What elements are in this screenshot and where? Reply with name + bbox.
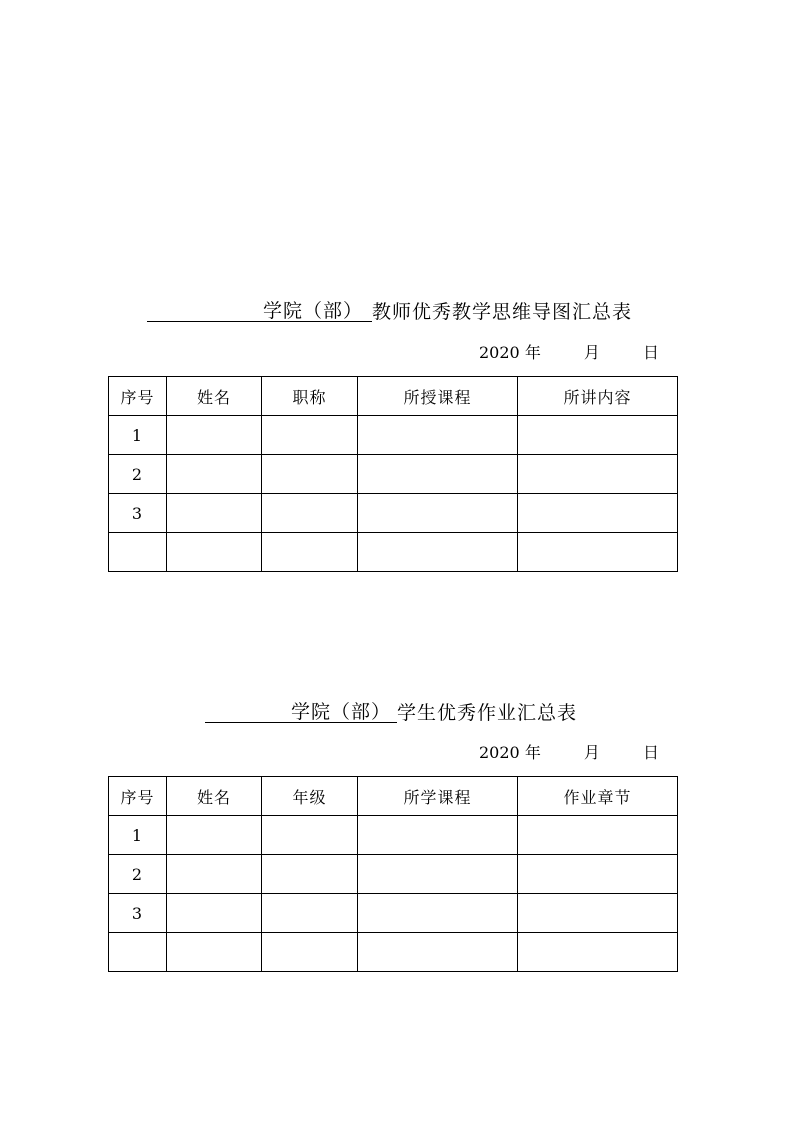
table2-title [205, 701, 577, 725]
table2-title-unit: 学院（部） [291, 701, 392, 723]
table2-row-number: 1 [109, 816, 167, 855]
table1-date-year: 2020 [479, 343, 520, 362]
table1-cell-name[interactable] [167, 416, 262, 455]
table2-cell-grade[interactable] [262, 855, 358, 894]
table2-cell-grade[interactable] [262, 816, 358, 855]
table2-row-number [109, 933, 167, 972]
table1-date [479, 343, 659, 363]
table-row [109, 816, 678, 855]
table2-header-cell: 姓名 [167, 777, 262, 816]
table1-row-number: 1 [109, 416, 167, 455]
table1-cell-course[interactable] [358, 455, 518, 494]
table1-header-cell: 序号 [109, 377, 167, 416]
table1-cell-title[interactable] [262, 533, 358, 572]
table2-date-year: 2020 [479, 743, 520, 762]
table2-cell-course[interactable] [358, 933, 518, 972]
table1-cell-content[interactable] [518, 416, 678, 455]
table2-row-number: 3 [109, 894, 167, 933]
table1-header-cell: 所讲内容 [518, 377, 678, 416]
table2-date-year-unit: 年 [524, 743, 541, 762]
table2-title-blank-line[interactable] [205, 701, 397, 723]
table2-date-month-unit: 月 [583, 743, 600, 762]
table1-cell-name[interactable] [167, 455, 262, 494]
table2-row-number: 2 [109, 855, 167, 894]
table1-header-cell: 职称 [262, 377, 358, 416]
table1-cell-course[interactable] [358, 494, 518, 533]
table1-date-month-unit: 月 [583, 343, 600, 362]
table1-header-cell: 姓名 [167, 377, 262, 416]
table2-header-cell: 所学课程 [358, 777, 518, 816]
table1-cell-course[interactable] [358, 533, 518, 572]
table1-title-blank-line[interactable] [147, 300, 372, 322]
table1-cell-content[interactable] [518, 533, 678, 572]
table2-header-cell: 序号 [109, 777, 167, 816]
table-row [109, 855, 678, 894]
table-row [109, 533, 678, 572]
table2-cell-grade[interactable] [262, 894, 358, 933]
table-row [109, 416, 678, 455]
table2-header-row [109, 777, 678, 816]
table2-cell-name[interactable] [167, 894, 262, 933]
table2-cell-chapter[interactable] [518, 933, 678, 972]
table1-cell-title[interactable] [262, 416, 358, 455]
table2-cell-name[interactable] [167, 816, 262, 855]
table1-row-number: 2 [109, 455, 167, 494]
table1-cell-content[interactable] [518, 494, 678, 533]
table1-header-row [109, 377, 678, 416]
table2-cell-chapter[interactable] [518, 816, 678, 855]
table2-header-cell: 作业章节 [518, 777, 678, 816]
table1-date-day-unit: 日 [643, 343, 660, 362]
table1-title-unit: 学院（部） [263, 300, 364, 322]
table2-cell-course[interactable] [358, 894, 518, 933]
table1-title-rest: 教师优秀教学思维导图汇总表 [372, 301, 633, 323]
table2-cell-grade[interactable] [262, 933, 358, 972]
table1-row-number: 3 [109, 494, 167, 533]
table2-date [479, 743, 659, 763]
table2-cell-chapter[interactable] [518, 894, 678, 933]
table1-row-number [109, 533, 167, 572]
table1-cell-name[interactable] [167, 494, 262, 533]
table2-header-cell: 年级 [262, 777, 358, 816]
table1-title [147, 300, 632, 324]
table1-date-year-unit: 年 [524, 343, 541, 362]
table-row [109, 933, 678, 972]
table-row [109, 455, 678, 494]
table1-cell-title[interactable] [262, 455, 358, 494]
table2 [108, 776, 678, 972]
table2-cell-name[interactable] [167, 855, 262, 894]
table1-cell-content[interactable] [518, 455, 678, 494]
table1-cell-name[interactable] [167, 533, 262, 572]
table1-header-cell: 所授课程 [358, 377, 518, 416]
table-row [109, 494, 678, 533]
table1-cell-title[interactable] [262, 494, 358, 533]
table2-date-day-unit: 日 [643, 743, 660, 762]
table2-cell-name[interactable] [167, 933, 262, 972]
table-row [109, 894, 678, 933]
table1-cell-course[interactable] [358, 416, 518, 455]
table1 [108, 376, 678, 572]
table2-cell-course[interactable] [358, 816, 518, 855]
table2-title-rest: 学生优秀作业汇总表 [397, 702, 578, 724]
table2-cell-course[interactable] [358, 855, 518, 894]
table2-cell-chapter[interactable] [518, 855, 678, 894]
